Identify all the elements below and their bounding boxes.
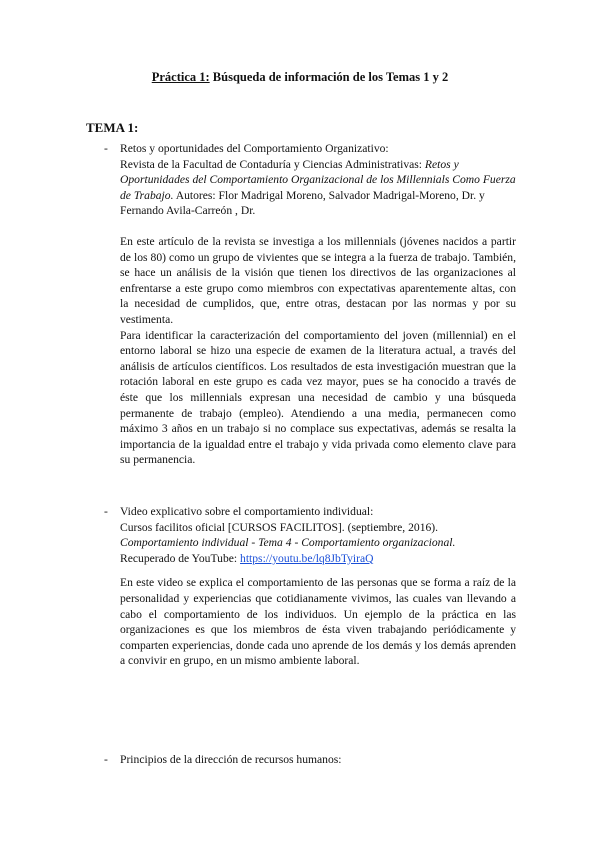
bullet-dash-1: - <box>104 142 108 155</box>
item-citation-italic-2: Comportamiento individual - Tema 4 - Comportamiento organizacional. <box>120 536 456 550</box>
item-heading-3: Principios de la dirección de recursos humanos: <box>120 753 342 766</box>
bullet-dash-2: - <box>104 505 108 518</box>
document-title <box>0 70 600 85</box>
youtube-link[interactable]: https://youtu.be/lq8JbTyiraQ <box>240 551 374 565</box>
title-rest: Búsqueda de información de los Temas 1 y 2 <box>209 70 449 84</box>
item-heading-2: Video explicativo sobre el comportamiento individual: <box>120 505 374 518</box>
list-item-1 <box>120 141 516 468</box>
item-paragraph-1a: En este artículo de la revista se investiga a los millennials (jóvenes nacidos a partir de los 80) como un grupo de vivientes que se integra a la fuerza de trabajo. También, se hace un análisis de la visión que tienen los directivos de las organizaciones al enfrentarse a este grupo como miembros con expectativas aparentemente altas, con la necesidad de cumplidos, que, entre otras, destacan por las normas y por su vestimenta. <box>120 234 516 326</box>
title-prefix: Práctica 1: <box>151 70 210 84</box>
list-item-3 <box>120 752 516 768</box>
item-citation-2: Cursos facilitos oficial [CURSOS FACILITOS]. (septiembre, 2016). <box>120 520 439 534</box>
recovered-label: Recuperado de YouTube: <box>120 551 241 565</box>
item-recovered-2 <box>120 551 516 567</box>
citation-plain-1: Revista de la Facultad de Contaduría y Ciencias Administrativas: <box>120 157 425 171</box>
citation-italic-1: Retos y Oportunidades del Comportamiento Organizacional de los Millennials Como Fuerza de Trabajo. <box>120 157 516 202</box>
section-heading: TEMA 1: <box>86 120 139 135</box>
item-heading-1: Retos y oportunidades del Comportamiento Organizativo: <box>120 142 389 155</box>
item-citation-1 <box>120 157 516 219</box>
item-paragraph-2: En este video se explica el comportamiento de las personas que se forma a raíz de la personalidad y experiencias que cotidianamente vivimos, las cuales van llevando a cabo el comportamiento de los individuos. Un ejemplo de la práctica en las organizaciones es que los miembros de ésta viven trabajando periódicamente y comparten experiencias, donde cada uno aprende de los demás y los demás aprenden a convivir en grupo, en un mismo ambiente laboral. <box>120 576 516 668</box>
item-paragraph-1b: Para identificar la caracterización del comportamiento del joven (millennial) en el entorno laboral se hizo una especie de examen de la literatura actual, a través del análisis de artículos científicos. Los resultados de esta investigación muestran que la rotación laboral en este grupo es cada vez mayor, pues se ha conocido a través de éste que los millennials expresan una necesidad de cambio y una búsqueda permanente de trabajo (empleo). Atendiendo a una media, permanecen como máximo 3 años en un trabajo si no complace sus expectativas, además se resalta la importancia de la igualdad entre el trabajo y vida privada como elemento clave para su permanencia. <box>120 328 516 467</box>
citation-authors-1: Autores: Flor Madrigal Moreno, Salvador Madrigal-Moreno, Dr. y Fernando Avila-Carreón , Dr. <box>120 188 485 218</box>
list-item-2 <box>120 504 516 669</box>
bullet-dash-3: - <box>104 753 108 766</box>
